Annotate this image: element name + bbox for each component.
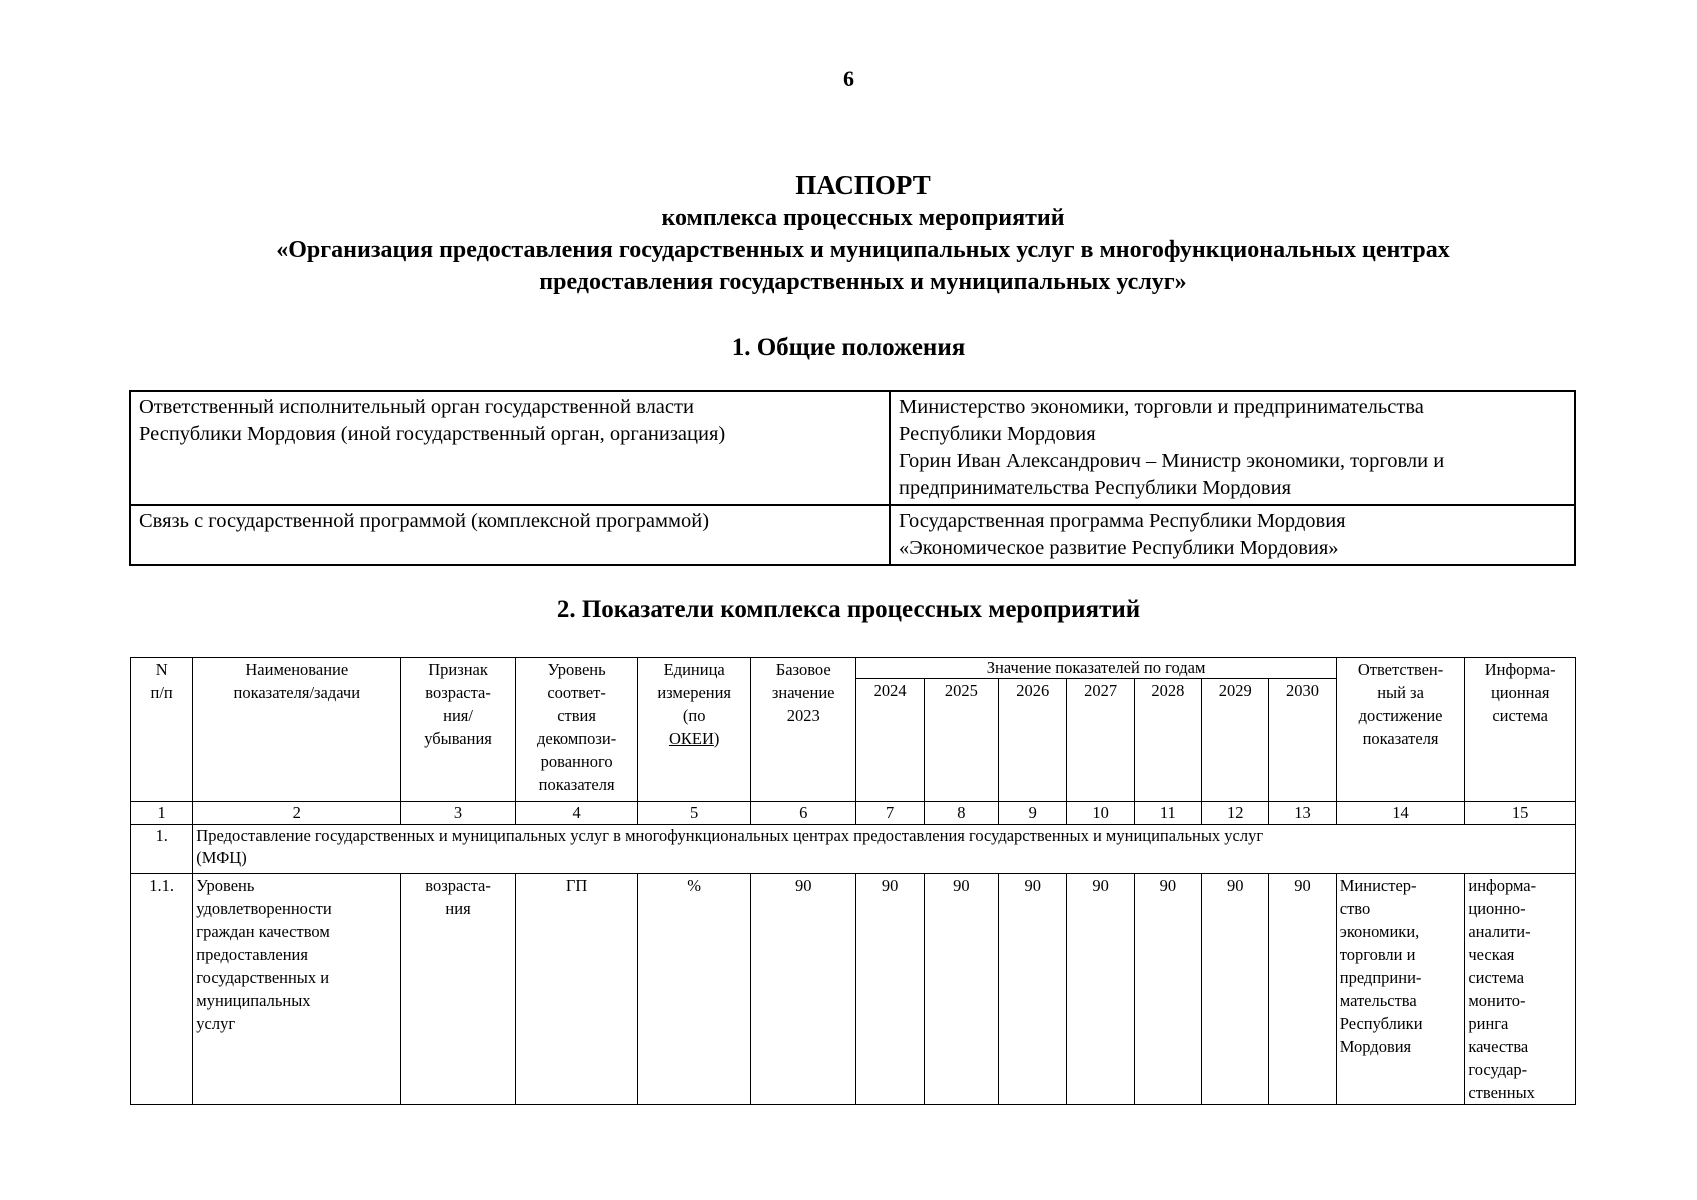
indicators-table	[130, 657, 1576, 1105]
header-line: (по	[682, 706, 706, 725]
cell-line: Уровень	[196, 876, 255, 895]
header-line: показателя	[1362, 729, 1439, 748]
title-main: ПАСПОРТ	[795, 170, 931, 200]
table-row	[130, 391, 1575, 505]
cell-line: Министер-	[1339, 876, 1417, 895]
column-number: 8	[924, 802, 998, 825]
program-link-label	[130, 505, 890, 565]
header-line: рованного	[540, 752, 613, 771]
header-line: 2023	[786, 706, 820, 725]
header-num	[131, 658, 193, 802]
group-title	[193, 825, 1576, 874]
cell-line: услуг	[196, 1014, 236, 1033]
okei-link-text: ОКЕИ	[668, 729, 714, 748]
row-sign	[401, 874, 516, 1105]
cell-line: монито-	[1468, 991, 1526, 1010]
row-level: ГП	[515, 874, 638, 1105]
row-value-2028: 90	[1134, 874, 1201, 1105]
group-num: 1.	[131, 825, 193, 874]
row-value-2026: 90	[999, 874, 1067, 1105]
title-line-2: «Организация предоставления государственных и муниципальных услуг в многофункциональных центрах	[276, 237, 1450, 263]
header-line: измерения	[657, 683, 732, 702]
header-line: Наименование	[245, 660, 349, 679]
title-line-3: предоставления государственных и муниципальных услуг»	[539, 269, 1187, 295]
label-line: Ответственный исполнительный орган государственной власти	[139, 396, 694, 418]
row-value-2027: 90	[1067, 874, 1134, 1105]
column-number: 10	[1067, 802, 1134, 825]
header-year: 2026	[999, 679, 1067, 802]
header-line: показателя	[538, 775, 615, 794]
program-link-value	[890, 505, 1575, 565]
header-line: Базовое	[775, 660, 831, 679]
table-row	[130, 505, 1575, 565]
cell-line: государственных и	[196, 968, 330, 987]
general-provisions-table	[129, 390, 1576, 566]
header-line: ствия	[557, 706, 596, 725]
cell-line: экономики,	[1339, 922, 1420, 941]
cell-line: муниципальных	[196, 991, 311, 1010]
header-line: ционная	[1490, 683, 1550, 702]
header-line: показателя/задачи	[233, 683, 361, 702]
cell-line: предоставления	[196, 945, 308, 964]
header-line: N	[155, 660, 168, 679]
header-line: Ответствен-	[1357, 660, 1444, 679]
header-line: п/п	[150, 683, 173, 702]
value-line: Республики Мордовия	[899, 423, 1096, 445]
row-responsible	[1336, 874, 1465, 1105]
column-number: 11	[1134, 802, 1201, 825]
cell-line: удовлетворенности	[196, 899, 332, 918]
cell-line: система	[1468, 968, 1525, 987]
column-number: 15	[1465, 802, 1576, 825]
column-number: 13	[1269, 802, 1336, 825]
header-row	[131, 658, 1576, 679]
label-line: Связь с государственной программой (комплексной программой)	[139, 510, 710, 532]
column-number: 12	[1202, 802, 1269, 825]
responsible-authority-value	[890, 391, 1575, 505]
cell-line: государ-	[1468, 1060, 1528, 1079]
group-row	[131, 825, 1576, 874]
header-line: возраста-	[425, 683, 491, 702]
row-unit: %	[638, 874, 751, 1105]
cell-line: торговли и	[1339, 945, 1416, 964]
cell-line: аналити-	[1468, 922, 1531, 941]
header-unit	[638, 658, 751, 802]
cell-line: ционно-	[1468, 899, 1526, 918]
header-line: Уровень	[547, 660, 606, 679]
header-year: 2027	[1067, 679, 1134, 802]
header-level	[515, 658, 638, 802]
title-line-1: комплекса процессных мероприятий	[661, 205, 1065, 231]
header-years-group: Значение показателей по годам	[856, 658, 1336, 679]
document-title	[120, 168, 1606, 298]
row-infosys	[1465, 874, 1576, 1105]
column-number-row	[131, 802, 1576, 825]
row-value-2024: 90	[856, 874, 924, 1105]
header-line	[641, 727, 747, 750]
header-year: 2029	[1202, 679, 1269, 802]
cell-line: информа-	[1468, 876, 1537, 895]
header-line: соответ-	[547, 683, 606, 702]
header-infosys	[1465, 658, 1576, 802]
cell-line: качества	[1468, 1037, 1529, 1056]
header-sign	[401, 658, 516, 802]
row-value-2029: 90	[1202, 874, 1269, 1105]
header-year: 2028	[1134, 679, 1201, 802]
header-responsible	[1336, 658, 1465, 802]
value-line: Министерство экономики, торговли и предпринимательства	[899, 396, 1424, 418]
row-base: 90	[750, 874, 856, 1105]
header-line: система	[1492, 706, 1549, 725]
column-number: 6	[750, 802, 856, 825]
header-line: Информа-	[1484, 660, 1556, 679]
value-line: Государственная программа Республики Мордовия	[899, 510, 1346, 532]
paren-close: )	[713, 729, 720, 748]
group-title-line: (МФЦ)	[196, 848, 247, 867]
row-name	[193, 874, 401, 1105]
responsible-authority-label	[130, 391, 890, 505]
header-year: 2024	[856, 679, 924, 802]
header-line: ния/	[443, 706, 473, 725]
section-1-heading: 1. Общие положения	[731, 334, 966, 361]
column-number: 5	[638, 802, 751, 825]
column-number: 2	[193, 802, 401, 825]
label-line: Республики Мордовия (иной государственный орган, организация)	[139, 423, 726, 445]
cell-line: ческая	[1468, 945, 1515, 964]
cell-line: ство	[1339, 899, 1371, 918]
cell-line: предприни-	[1339, 968, 1422, 987]
header-name	[193, 658, 401, 802]
table-row	[131, 874, 1576, 1105]
column-number: 4	[515, 802, 638, 825]
row-value-2025: 90	[924, 874, 998, 1105]
section-2-heading: 2. Показатели комплекса процессных мероприятий	[556, 596, 1141, 623]
cell-line: мательства	[1339, 991, 1417, 1010]
column-number: 9	[999, 802, 1067, 825]
column-number: 14	[1336, 802, 1465, 825]
column-number: 1	[131, 802, 193, 825]
row-value-2030: 90	[1269, 874, 1336, 1105]
cell-line: ринга	[1468, 1014, 1509, 1033]
header-line: ный за	[1377, 683, 1424, 702]
value-line: Горин Иван Александрович – Министр экономики, торговли и	[899, 450, 1445, 472]
cell-line: возраста-	[425, 876, 491, 895]
header-line: значение	[771, 683, 835, 702]
row-num: 1.1.	[131, 874, 193, 1105]
column-number: 3	[401, 802, 516, 825]
value-line: «Экономическое развитие Республики Мордовия»	[899, 537, 1339, 559]
cell-line: граждан качеством	[196, 922, 330, 941]
header-line: Признак	[428, 660, 488, 679]
header-year: 2030	[1269, 679, 1336, 802]
page-number: 6	[843, 66, 854, 91]
header-year: 2025	[924, 679, 998, 802]
header-line: Единица	[663, 660, 725, 679]
header-line: достижение	[1358, 706, 1443, 725]
cell-line: ственных	[1468, 1083, 1535, 1102]
cell-line: ния	[445, 899, 471, 918]
cell-line: Республики	[1339, 1014, 1423, 1033]
header-base	[750, 658, 856, 802]
group-title-line: Предоставление государственных и муниципальных услуг в многофункциональных центрах предоставления государственных и муниципальных услуг	[196, 826, 1264, 845]
value-line: предпринимательства Республики Мордовия	[899, 477, 1292, 499]
header-line: убывания	[424, 729, 492, 748]
column-number: 7	[856, 802, 924, 825]
header-line: декомпози-	[537, 729, 617, 748]
cell-line: Мордовия	[1339, 1037, 1412, 1056]
